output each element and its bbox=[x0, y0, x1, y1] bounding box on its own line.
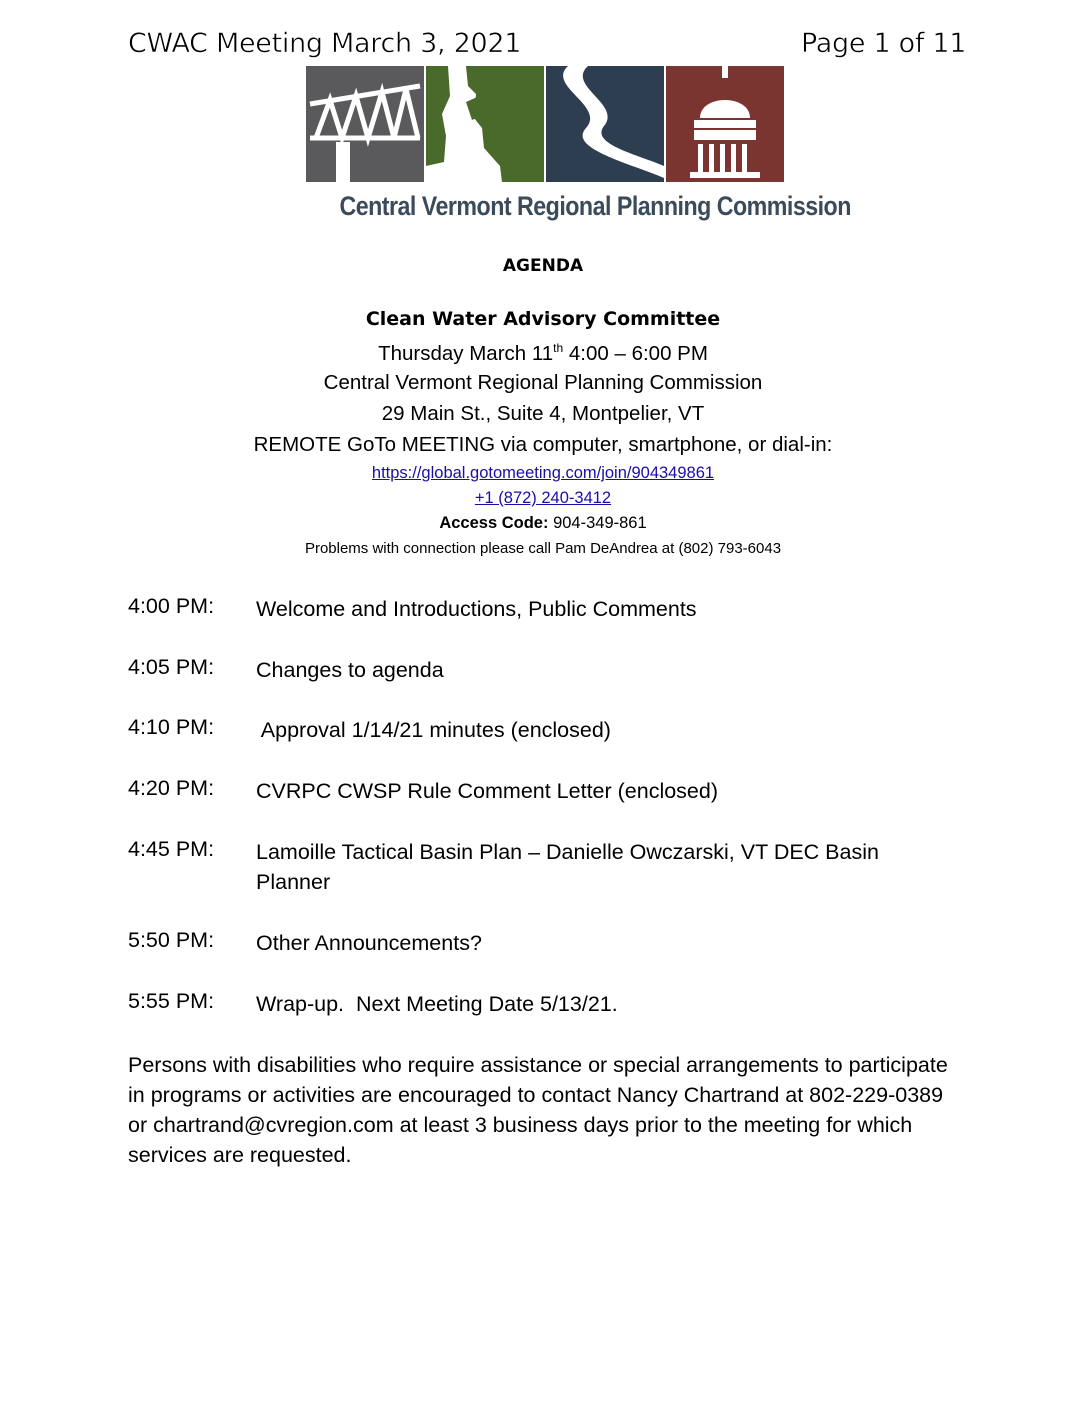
remote-info: REMOTE GoTo MEETING via computer, smartphone, or dial-in: bbox=[253, 433, 833, 456]
access-code bbox=[128, 514, 958, 533]
logo-wordmark: Central Vermont Regional Planning Commission bbox=[339, 191, 851, 221]
agenda-time: 5:50 PM: bbox=[128, 928, 215, 952]
agenda-desc: CVRPC CWSP Rule Comment Letter (enclosed) bbox=[256, 779, 719, 803]
access-code-label: Access Code: bbox=[439, 514, 549, 532]
meeting-date bbox=[128, 341, 958, 366]
committee-name: Clean Water Advisory Committee bbox=[365, 308, 721, 330]
agenda-title: AGENDA bbox=[502, 256, 584, 276]
meeting-link[interactable]: https://global.gotomeeting.com/join/904349861 bbox=[371, 464, 715, 482]
cvrpc-logo bbox=[306, 66, 851, 224]
date-text: Thursday March 11 bbox=[378, 341, 554, 365]
agenda-desc: Wrap-up. Next Meeting Date 5/13/21. bbox=[256, 992, 618, 1016]
agenda-desc: Changes to agenda bbox=[256, 658, 444, 682]
accessibility-notice: Persons with disabilities who require assistance or special arrangements to participate in programs or activities are encouraged to contact Nancy Chartrand at 802-229-0389 or chartrand@cvregion.com at least 3 business days prior to the meeting for which services are requested. bbox=[128, 1053, 948, 1167]
date-time: 4:00 – 6:00 PM bbox=[563, 341, 708, 365]
date-ordinal: th bbox=[553, 341, 564, 355]
agenda-time: 4:05 PM: bbox=[128, 655, 215, 679]
logo-graphic bbox=[306, 66, 784, 186]
header-title: CWAC Meeting March 3, 2021 bbox=[128, 28, 522, 59]
agenda-time: 5:55 PM: bbox=[128, 989, 215, 1013]
connection-help: Problems with connection please call Pam DeAndrea at (802) 793-6043 bbox=[304, 540, 782, 557]
agenda-desc: Approval 1/14/21 minutes (enclosed) bbox=[256, 718, 611, 742]
agenda-desc: Welcome and Introductions, Public Comments bbox=[256, 597, 697, 621]
agenda-time: 4:00 PM: bbox=[128, 594, 215, 618]
agenda-desc: Other Announcements? bbox=[256, 931, 482, 955]
phone-link[interactable]: +1 (872) 240-3412 bbox=[474, 489, 612, 507]
page-number: Page 1 of 11 bbox=[801, 28, 967, 59]
agenda-time: 4:10 PM: bbox=[128, 715, 215, 739]
access-code-value: 904-349-861 bbox=[548, 514, 647, 532]
address: 29 Main St., Suite 4, Montpelier, VT bbox=[381, 402, 705, 425]
organization: Central Vermont Regional Planning Commission bbox=[323, 371, 763, 394]
agenda-time: 4:20 PM: bbox=[128, 776, 215, 800]
agenda-time: 4:45 PM: bbox=[128, 837, 215, 861]
agenda-desc: Lamoille Tactical Basin Plan – Danielle Owczarski, VT DEC Basin Planner bbox=[256, 840, 879, 894]
